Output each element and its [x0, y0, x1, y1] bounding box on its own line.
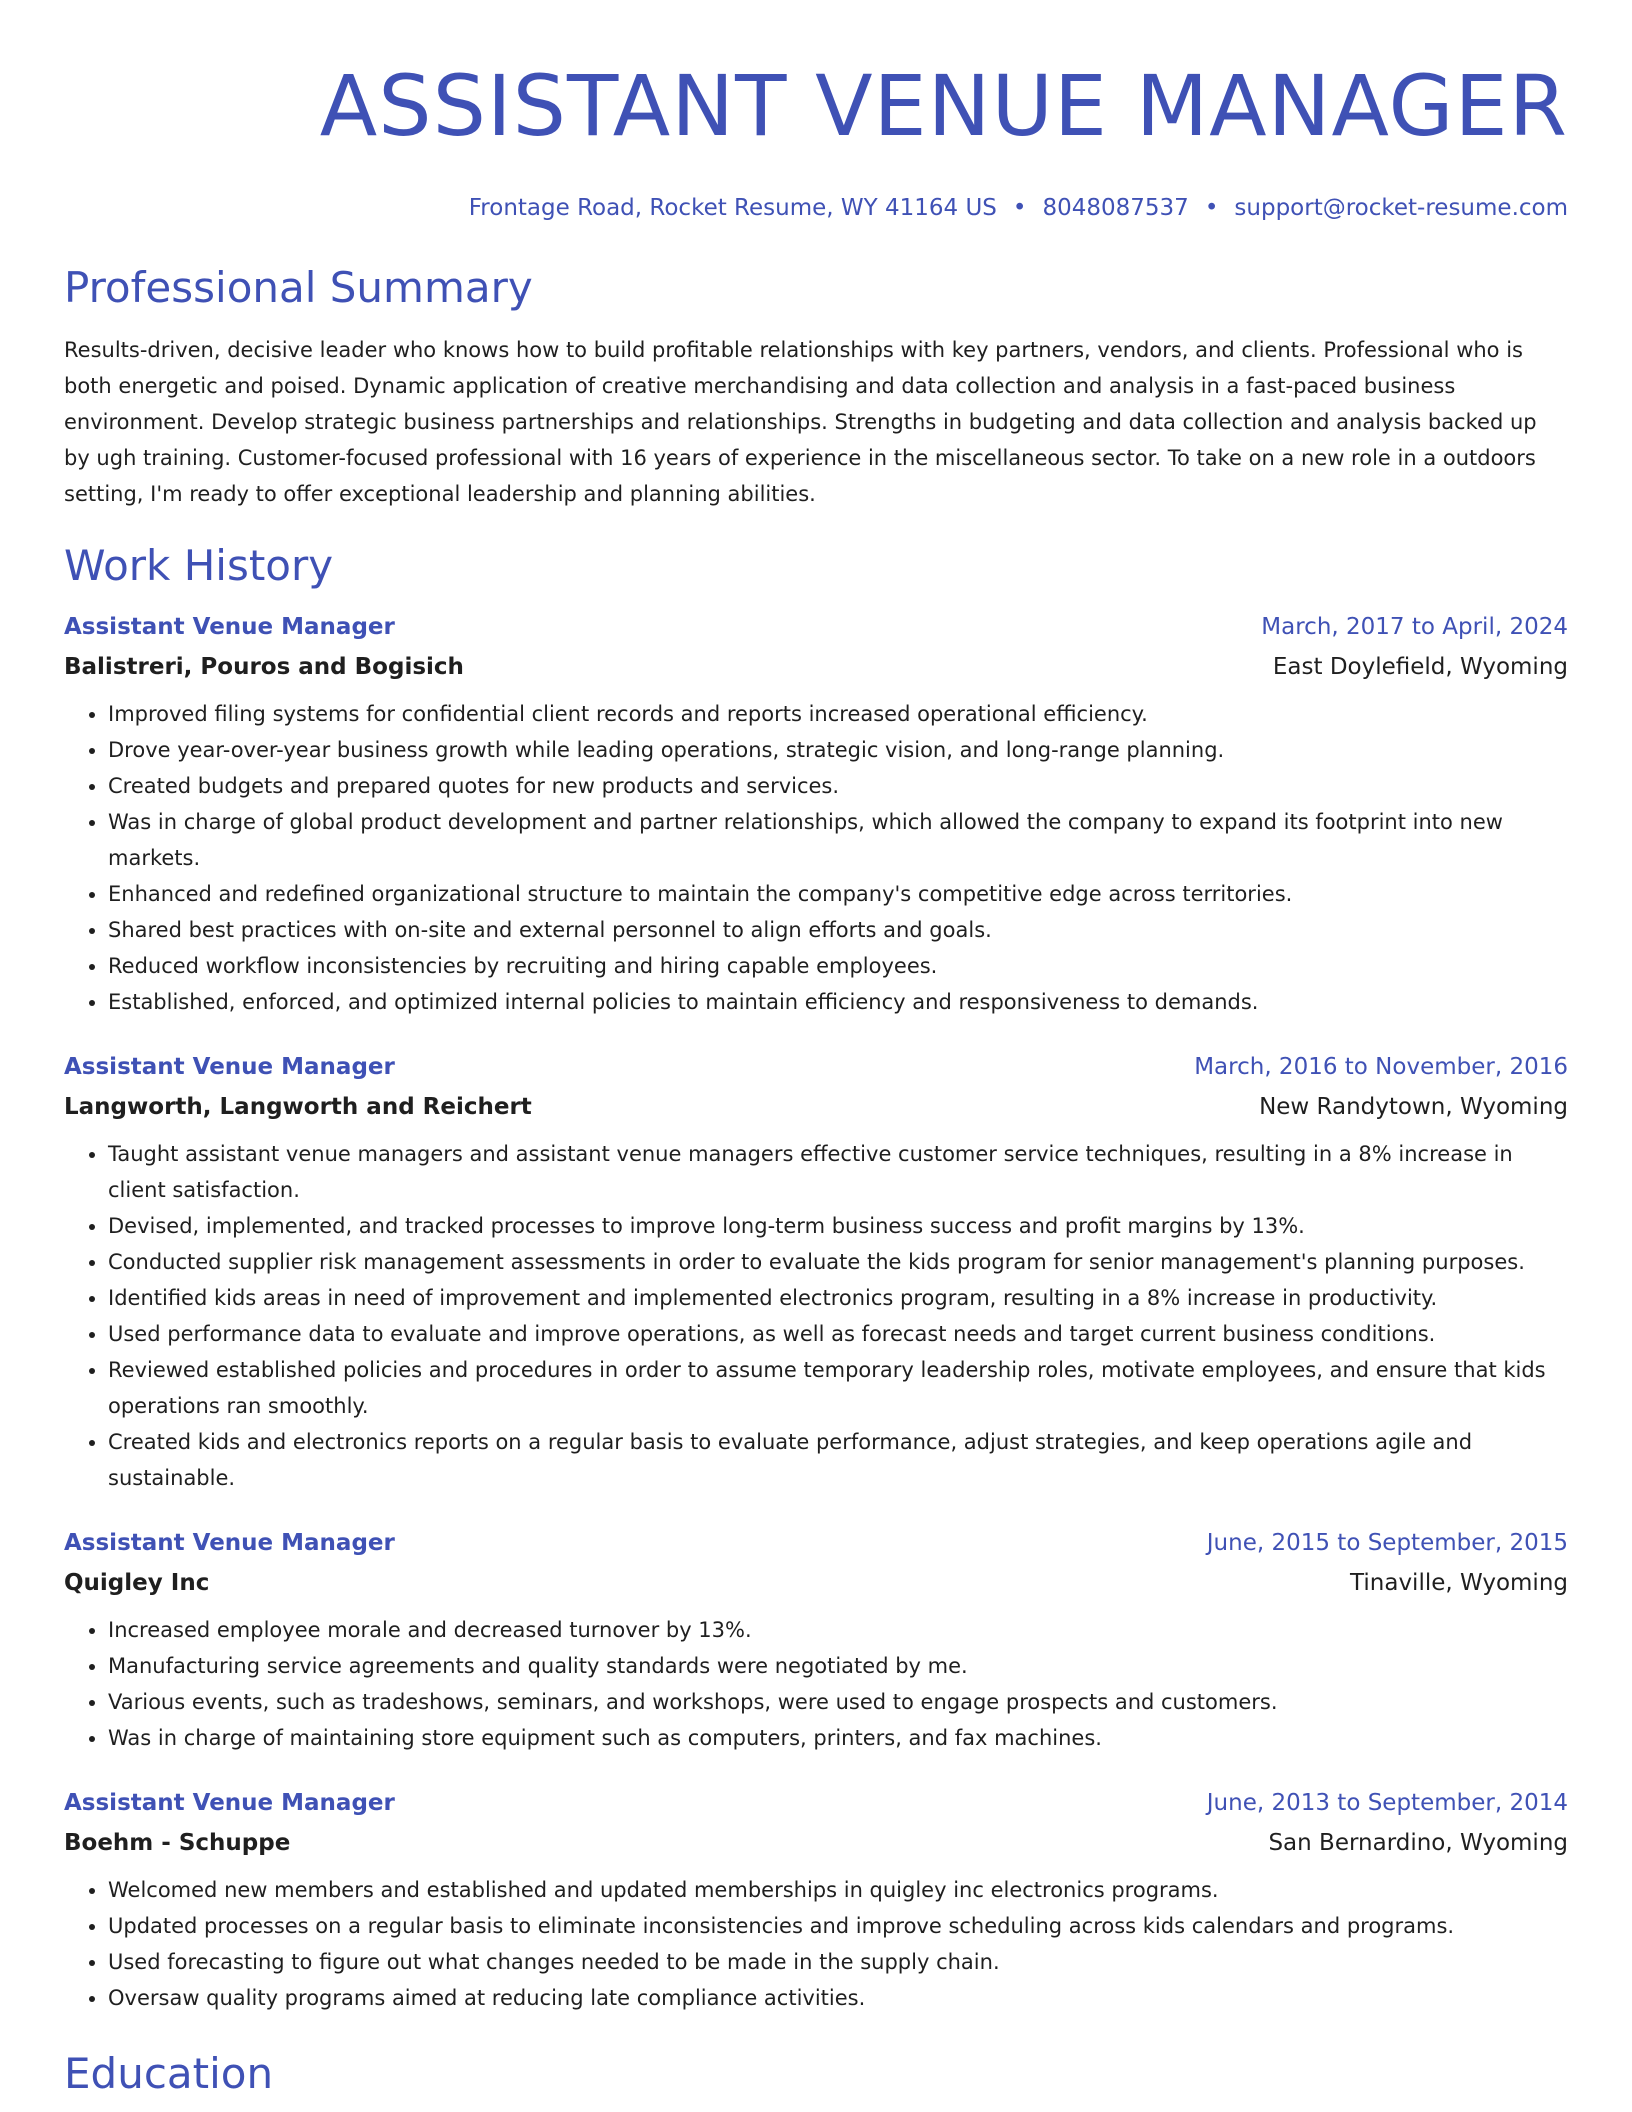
job-entry [64, 1786, 1568, 2016]
job-location: San Bernardino, Wyoming [1268, 1830, 1568, 1856]
job-location: New Randytown, Wyoming [1259, 1094, 1568, 1120]
job-bullet: • Drove year-over-year business growth while leading operations, strategic vision, and long-range planning. [108, 732, 1568, 768]
job-title: Assistant Venue Manager [64, 1790, 395, 1816]
job-bullet: • Conducted supplier risk management assessments in order to evaluate the kids program for senior management's planning purposes. [108, 1244, 1568, 1280]
job-company: Boehm - Schuppe [64, 1830, 291, 1856]
job-bullet-list [64, 1612, 1568, 1756]
job-company: Quigley Inc [64, 1570, 210, 1596]
job-company-row [64, 644, 1568, 684]
job-title: Assistant Venue Manager [64, 614, 395, 640]
job-bullet: • Various events, such as tradeshows, seminars, and workshops, were used to engage prospects and customers. [108, 1684, 1568, 1720]
job-bullet-list [64, 1872, 1568, 2016]
contact-line [64, 192, 1568, 224]
summary-heading: Professional Summary [64, 263, 533, 312]
job-entry [64, 1050, 1568, 1496]
job-dates: March, 2016 to November, 2016 [1194, 1054, 1568, 1080]
contact-email: support@rocket-resume.com [1234, 195, 1568, 221]
job-entry [64, 1526, 1568, 1756]
job-bullet: • Created kids and electronics reports on a regular basis to evaluate performance, adjust strategies, and keep operations agile and sustainable. [108, 1424, 1568, 1496]
job-title: Assistant Venue Manager [64, 1054, 395, 1080]
job-bullet: • Was in charge of global product development and partner relationships, which allowed the company to expand its footprint into new markets. [108, 804, 1568, 876]
job-dates: March, 2017 to April, 2024 [1261, 614, 1568, 640]
job-bullet: • Increased employee morale and decreased turnover by 13%. [108, 1612, 1568, 1648]
job-company-row [64, 1820, 1568, 1860]
job-bullet: • Reviewed established policies and procedures in order to assume temporary leadership roles, motivate employees, and ensure that kids operations ran smoothly. [108, 1352, 1568, 1424]
education-heading: Education [64, 2049, 274, 2098]
job-bullet-list [64, 696, 1568, 1020]
job-bullet: • Was in charge of maintaining store equipment such as computers, printers, and fax machines. [108, 1720, 1568, 1756]
job-company: Balistreri, Pouros and Bogisich [64, 654, 464, 680]
resume-title: ASSISTANT VENUE MANAGER [319, 57, 1568, 155]
job-bullet: • Used forecasting to figure out what changes needed to be made in the supply chain. [108, 1944, 1568, 1980]
work-history-list [64, 610, 1568, 2016]
job-title: Assistant Venue Manager [64, 1530, 395, 1556]
job-bullet: • Used performance data to evaluate and improve operations, as well as forecast needs and target current business conditions. [108, 1316, 1568, 1352]
job-bullet: • Updated processes on a regular basis to eliminate inconsistencies and improve scheduling across kids calendars and programs. [108, 1908, 1568, 1944]
job-bullet: • Improved filing systems for confidential client records and reports increased operational efficiency. [108, 696, 1568, 732]
job-bullet: • Taught assistant venue managers and assistant venue managers effective customer service techniques, resulting in a 8% increase in client satisfaction. [108, 1136, 1568, 1208]
job-title-row [64, 1526, 1568, 1560]
job-bullet: • Identified kids areas in need of improvement and implemented electronics program, resulting in a 8% increase in productivity. [108, 1280, 1568, 1316]
job-dates: June, 2015 to September, 2015 [1206, 1530, 1568, 1556]
job-company-row [64, 1560, 1568, 1600]
job-bullet: • Enhanced and redefined organizational structure to maintain the company's competitive edge across territories. [108, 876, 1568, 912]
job-bullet: • Manufacturing service agreements and quality standards were negotiated by me. [108, 1648, 1568, 1684]
job-company: Langworth, Langworth and Reichert [64, 1094, 532, 1120]
job-bullet: • Devised, implemented, and tracked processes to improve long-term business success and profit margins by 13%. [108, 1208, 1568, 1244]
job-location: Tinaville, Wyoming [1350, 1570, 1568, 1596]
job-location: East Doylefield, Wyoming [1272, 654, 1568, 680]
contact-address: Frontage Road, Rocket Resume, WY 41164 US [468, 195, 997, 221]
job-title-row [64, 1050, 1568, 1084]
job-title-row [64, 1786, 1568, 1820]
work-history-heading: Work History [64, 541, 334, 590]
summary-text: Results-driven, decisive leader who knows how to build profitable relationships with key partners, vendors, and clients. Professional who is both energetic and poised. Dynamic application of creative merchandising and data collection and analysis in a fast-paced business environment. Develop strategic business partnerships and relationships. Strengths in budgeting and data collection and analysis backed up by ugh training. Customer-focused professional with 16 years of experience in the miscellaneous sector. To take on a new role in a outdoors setting, I'm ready to offer exceptional leadership and planning abilities. [64, 338, 1537, 506]
job-title-row [64, 610, 1568, 644]
resume-header [64, 0, 1568, 224]
job-bullet: • Created budgets and prepared quotes for new products and services. [108, 768, 1568, 804]
job-entry [64, 610, 1568, 1020]
job-bullet: • Reduced workflow inconsistencies by recruiting and hiring capable employees. [108, 948, 1568, 984]
contact-phone: 8048087537 [1042, 195, 1189, 221]
job-dates: June, 2013 to September, 2014 [1206, 1790, 1568, 1816]
contact-separator: • [1204, 195, 1219, 221]
job-bullet: • Oversaw quality programs aimed at reducing late compliance activities. [108, 1980, 1568, 2016]
job-bullet-list [64, 1136, 1568, 1496]
job-company-row [64, 1084, 1568, 1124]
job-bullet: • Welcomed new members and established and updated memberships in quigley inc electronics programs. [108, 1872, 1568, 1908]
job-bullet: • Shared best practices with on-site and external personnel to align efforts and goals. [108, 912, 1568, 948]
job-bullet: • Established, enforced, and optimized internal policies to maintain efficiency and responsiveness to demands. [108, 984, 1568, 1020]
contact-separator: • [1012, 195, 1027, 221]
